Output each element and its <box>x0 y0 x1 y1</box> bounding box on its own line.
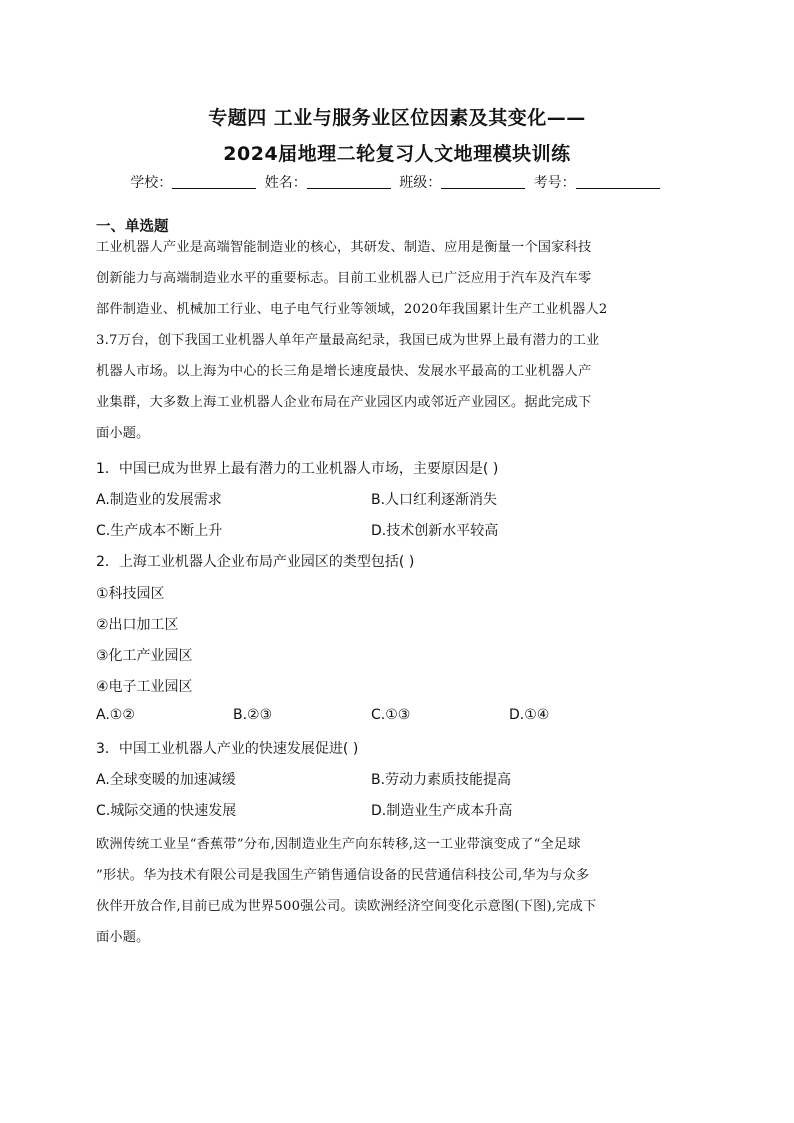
passage-line: 伙伴开放合作,目前已成为世界500强公司。读欧洲经济空间变化示意图(下图),完成下 <box>96 899 597 914</box>
q2-option-b[interactable]: B.②③ <box>233 707 273 723</box>
class-blank[interactable] <box>441 174 525 189</box>
reading-passage-2 <box>96 829 698 953</box>
passage-line: 创新能力与高端制造业水平的重要标志。目前工业机器人已广泛应用于汽车及汽车零 <box>96 271 592 286</box>
passage-line: 部件制造业、机械加工行业、电子电气行业等领域，2020年我国累计生产工业机器人2 <box>96 302 608 317</box>
q1-option-c[interactable]: C.生产成本不断上升 <box>96 523 223 539</box>
q2-option-d[interactable]: D.①④ <box>509 707 550 723</box>
q3-option-c[interactable]: C.城际交通的快速发展 <box>96 803 237 819</box>
student-info-row <box>0 172 794 192</box>
passage-line: ”形状。华为技术有限公司是我国生产销售通信设备的民营通信科技公司,华为与众多 <box>96 868 590 883</box>
name-blank[interactable] <box>307 174 391 189</box>
passage-line: 机器人市场。以上海为中心的长三角是增长速度最快、发展水平最高的工业机器人产 <box>96 364 592 379</box>
passage-line: 欧洲传统工业呈“香蕉带”分布,因制造业生产向东转移,这一工业带演变成了“全足球 <box>96 837 581 852</box>
name-label: 姓名： <box>264 175 307 191</box>
q3-option-b[interactable]: B.劳动力素质技能提高 <box>371 772 512 788</box>
q2-statement-item: ①科技园区 <box>96 586 165 602</box>
passage-line: 面小题。 <box>96 426 150 441</box>
title-line-1: 专题四 工业与服务业区位因素及其变化—— <box>208 107 586 129</box>
question-1-stem: 1．中国已成为世界上最有潜力的工业机器人市场，主要原因是( ) <box>96 461 499 477</box>
q2-statement-item: ②出口加工区 <box>96 617 179 633</box>
class-label: 班级： <box>399 175 442 191</box>
q2-option-c[interactable]: C.①③ <box>371 707 411 723</box>
q1-option-d[interactable]: D.技术创新水平较高 <box>371 523 499 539</box>
q3-option-a[interactable]: A.全球变暖的加速减缓 <box>96 772 236 788</box>
question-2-stem: 2．上海工业机器人企业布局产业园区的类型包括( ) <box>96 554 415 570</box>
exam-number-blank[interactable] <box>576 174 660 189</box>
exam-number-label: 考号： <box>533 175 576 191</box>
passage-line: 面小题。 <box>96 930 150 945</box>
passage-line: 工业机器人产业是高端智能制造业的核心，其研发、制造、应用是衡量一个国家科技 <box>96 240 592 255</box>
q2-statement-item: ③化工产业园区 <box>96 648 193 664</box>
title-line-2: 2024届地理二轮复习人文地理模块训练 <box>223 143 571 165</box>
q1-option-a[interactable]: A.制造业的发展需求 <box>96 492 222 508</box>
reading-passage-1 <box>96 232 698 449</box>
school-blank[interactable] <box>172 174 256 189</box>
q1-option-b[interactable]: B.人口红利逐渐消失 <box>371 492 498 508</box>
passage-line: 业集群，大多数上海工业机器人企业布局在产业园区内或邻近产业园区。据此完成下 <box>96 395 592 410</box>
passage-line: 3.7万台，创下我国工业机器人单年产量最高纪录，我国已成为世界上最有潜力的工业 <box>96 333 600 348</box>
q2-option-a[interactable]: A.①② <box>96 707 135 723</box>
question-3-stem: 3．中国工业机器人产业的快速发展促进( ) <box>96 741 359 757</box>
school-label: 学校： <box>130 175 173 191</box>
q2-statement-item: ④电子工业园区 <box>96 679 193 695</box>
section-heading: 一、单选题 <box>96 219 169 235</box>
q3-option-d[interactable]: D.制造业生产成本升高 <box>371 803 513 819</box>
